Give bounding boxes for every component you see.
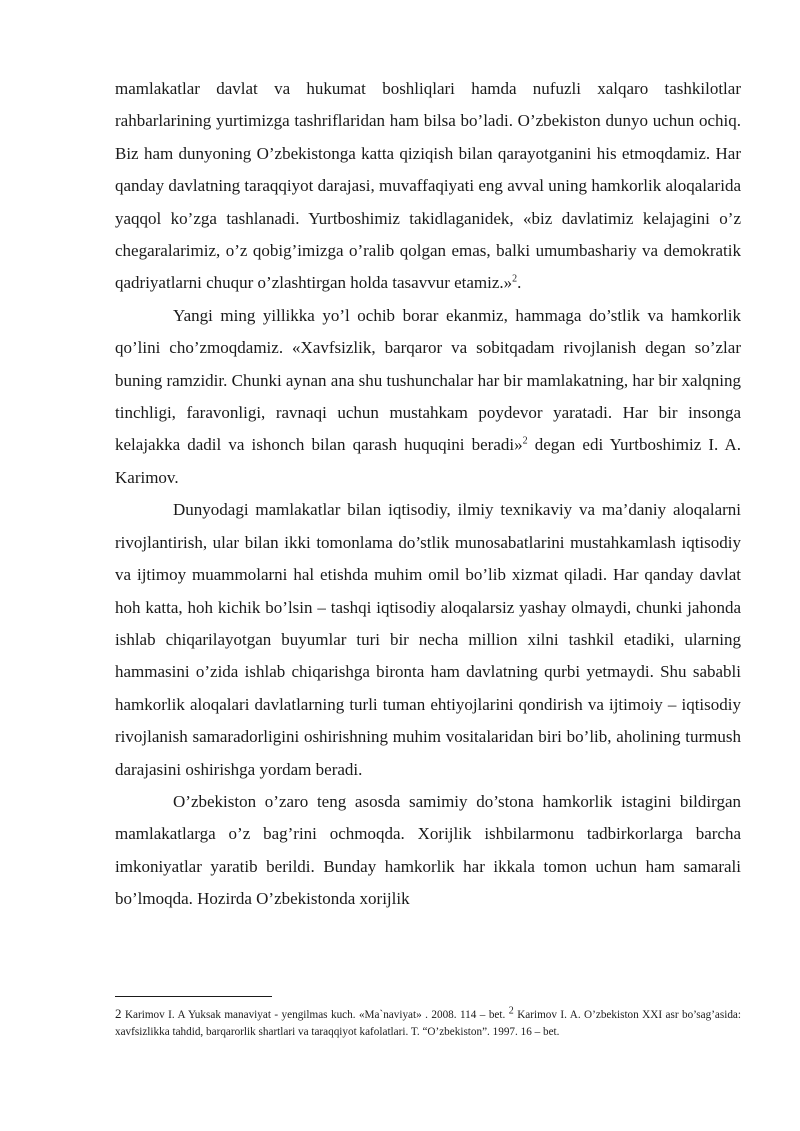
paragraph-3-text: Dunyodagi mamlakatlar bilan iqtisodiy, ilmiy texnikaviy va ma’daniy aloqalarni rivojlantirish, ular bilan ikki tomonlama do’stlik munosabatlarini mustahkamlash iqtisodiy va ijtimoy muammolarni hal etishda muhim omil bo’lib xizmat qiladi. Har qanday davlat hoh katta, hoh kichik bo’lsin – tashqi iqtisodiy aloqalarsiz yashay olmaydi, chunki jahonda ishlab chiqarilayotgan buyumlar turi bir necha million xilni tashkil etadiki, ularning hammasini o’zida ishlab chiqarishga bironta ham davlatning qurbi yetmaydi. Shu sababli hamkorlik aloqalari davlatlarning turli tuman ehtiyojlarini qondirish va ijtimoiy – iqtisodiy rivojlanish samaradorligini oshirishning muhim vositalaridan biri bo’lib, aholining turmush darajasini oshirishga yordam beradi. (115, 500, 741, 779)
paragraph-1-text: mamlakatlar davlat va hukumat boshliqlari hamda nufuzli xalqaro tashkilotlar rahbarlarining yurtimizga tashriflaridan ham bilsa bo’ladi. O’zbekiston dunyo uchun ochiq. Biz ham dunyoning O’zbekistonga katta qiziqish bilan qarayotganini his etmoqdamiz. Har qanday davlatning taraqqiyot darajasi, muvaffaqiyati eng avval uning hamkorlik aloqalarida yaqqol ko’zga tashlanadi. Yurtboshimiz takidlaganidek, «biz davlatimiz kelajagini o’z chegaralarimiz, o’z qobig’imizga o’ralib qolgan emas, balki umumbashariy va demokratik qadriyatlarni chuqur o’zlashtirgan holda tasavvur etamiz.» (115, 79, 741, 293)
paragraph-4-text: O’zbekiston o’zaro teng asosda samimiy do’stona hamkorlik istagini bildirgan mamlakatlarga o’z bag’rini ochmoqda. Xorijlik ishbilarmonu tadbirkorlarga barcha imkoniyatlar yaratib berildi. Bunday hamkorlik har ikkala tomon uchun ham samarali bo’lmoqda. Hozirda O’zbekistonda xorijlik (115, 791, 741, 909)
footnote-number: 2 (115, 1006, 122, 1021)
paragraph-1-tail: . (517, 273, 522, 293)
paragraph-3 (115, 494, 741, 786)
body-text (115, 73, 741, 916)
footnote-ref[interactable]: 2 (512, 273, 518, 285)
paragraph-1 (115, 73, 741, 300)
paragraph-4 (115, 786, 741, 916)
footnote-number-2: 2 (508, 1005, 514, 1017)
paragraph-2-text: Yangi ming yillikka yo’l ochib borar ekanmiz, hammaga do’stlik va hamkorlik qo’lini cho’zmoqdamiz. «Xavfsizlik, barqaror va sobitqadam rivojlanish degan so’zlar buning ramzidir. Chunki aynan ana shu tushunchalar har bir mamlakatning, har bir xalqning tinchligi, faravonligi, ravnaqi uchun mustahkam poydevor yaratadi. Har bir insonga kelajakka dadil va ishonch bilan qarash huquqini beradi» (115, 305, 742, 455)
footnote-ref[interactable]: 2 (522, 435, 528, 447)
footnote-text-1: Karimov I. A Yuksak manaviyat - yengilmas kuch. «Ma`naviyat» . 2008. 114 – bet. (121, 1009, 509, 1021)
footnote (115, 1006, 741, 1040)
footnote-separator (115, 996, 272, 997)
paragraph-2-tail: degan edi Yurtboshimiz I. A. Karimov. (115, 435, 741, 487)
paragraph-2 (115, 300, 741, 494)
footnote-text-2: Karimov I. A. O’zbekiston XXI asr bo’sag’asida: xavfsizlikka tahdid, barqarorlik shartlari va taraqqiyot kafolatlari. T. “O’zbekiston”. 1997. 16 – bet. (115, 1009, 742, 1038)
